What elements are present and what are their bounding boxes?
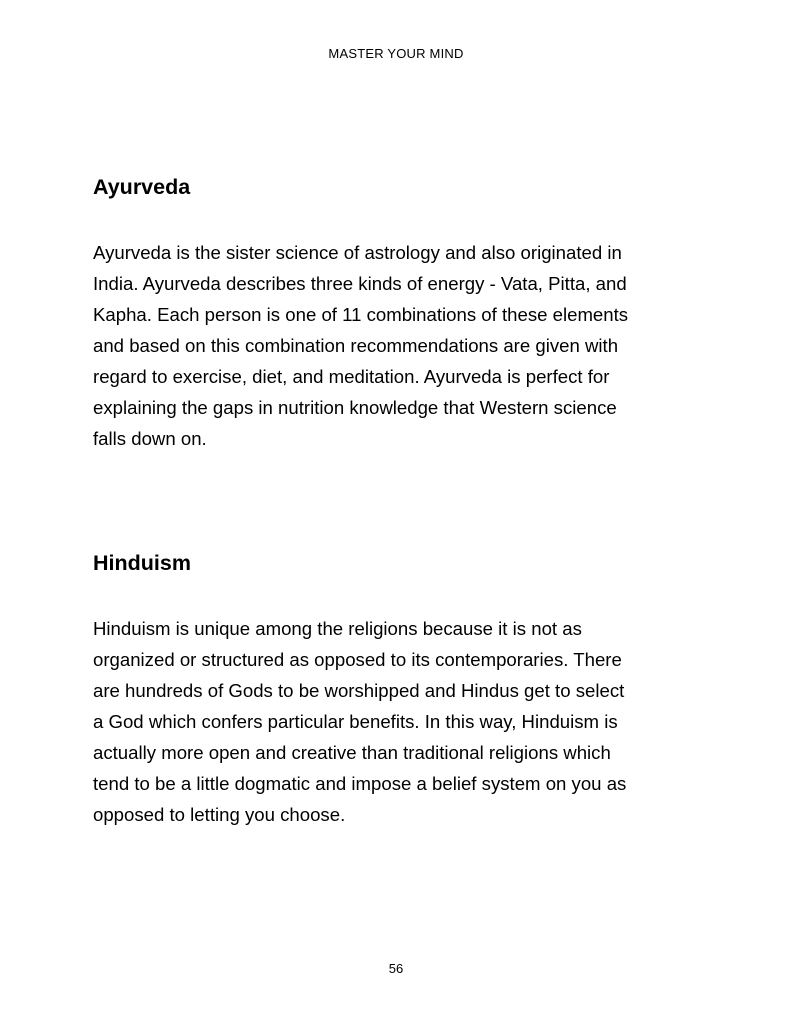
section-paragraph-hinduism: Hinduism is unique among the religions because it is not as organized or structured as opposed to its contemporaries. There are hundreds of Gods to be worshipped and Hindus get to select a God which confers particular benefits. In this way, Hinduism is actually more open and creative than traditional religions which tend to be a little dogmatic and impose a belief system on you as opposed to letting you choose. [93, 618, 627, 825]
running-header: MASTER YOUR MIND [328, 46, 464, 61]
section-heading-hinduism: Hinduism [93, 551, 191, 575]
section-paragraph-ayurveda: Ayurveda is the sister science of astrology and also originated in India. Ayurveda describes three kinds of energy - Vata, Pitta, and Kapha. Each person is one of 11 combinations of these elements and based on this combination recommendations are given with regard to exercise, diet, and meditation. Ayurveda is perfect for explaining the gaps in nutrition knowledge that Western science falls down on. [93, 242, 629, 449]
page-number: 56 [388, 961, 404, 976]
section-heading-ayurveda: Ayurveda [93, 175, 191, 199]
